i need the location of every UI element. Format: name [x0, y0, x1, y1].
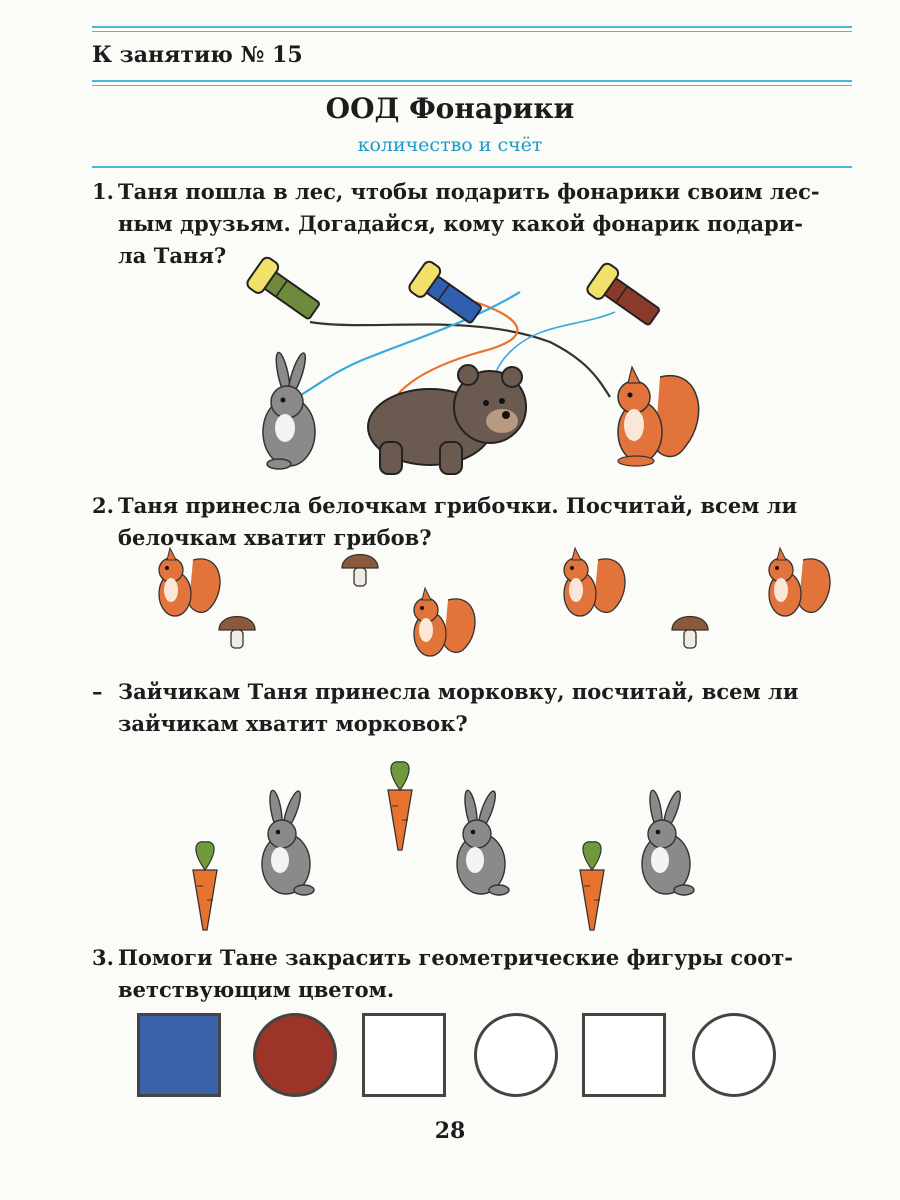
top-rule — [92, 26, 852, 28]
hare-icon — [263, 351, 315, 469]
task-3-line-2: ветствующим цветом. — [118, 977, 395, 1002]
task-2b-line-2: зайчикам хватит морковок? — [118, 711, 468, 736]
hare-icon — [262, 789, 314, 895]
task-2 — [92, 490, 862, 554]
lesson-label: К занятию № 15 — [92, 42, 303, 68]
bear-icon — [368, 365, 526, 474]
task-3-line-1: Помоги Тане закрасить геометрические фигуры соот- — [118, 945, 793, 970]
flashlight-blue-icon — [407, 259, 487, 330]
task-2-line-2: белочкам хватит грибов? — [118, 525, 432, 550]
task-1-line-2: ным друзьям. Догадайся, кому какой фонарик подари- — [118, 211, 804, 236]
task-2-line-1: Таня принесла белочкам грибочки. Посчитай, всем ли — [118, 493, 798, 518]
task-1-line-3: ла Таня? — [118, 243, 227, 268]
mushroom-icon — [342, 555, 378, 587]
flashlight-red-icon — [585, 261, 665, 332]
flashlight-illustration — [220, 262, 720, 487]
task-3 — [92, 942, 862, 1006]
lesson-rule-thin — [92, 85, 852, 86]
task-2b-dash: – — [92, 679, 103, 704]
filled-blue-square — [137, 1013, 221, 1097]
task-2-number: 2. — [92, 493, 114, 518]
task-1 — [92, 176, 862, 272]
mushroom-icon — [219, 617, 255, 649]
page-subtitle: количество и счёт — [357, 134, 543, 156]
title-rule — [92, 166, 852, 168]
squirrel-icon — [618, 367, 699, 466]
squirrels-mushrooms-illustration — [130, 550, 830, 670]
page-number: 28 — [434, 1118, 466, 1144]
task-2b — [92, 676, 862, 740]
task-3-number: 3. — [92, 945, 114, 970]
page-title: ООД Фонарики — [325, 92, 575, 125]
empty-circle[interactable] — [474, 1013, 558, 1097]
empty-circle[interactable] — [692, 1013, 776, 1097]
squirrel-icon — [159, 548, 220, 616]
hares-carrots-illustration — [170, 750, 730, 940]
task-1-number: 1. — [92, 179, 114, 204]
lesson-rule — [92, 80, 852, 82]
task-1-line-1: Таня пошла в лес, чтобы подарить фонарики своим лес- — [118, 179, 820, 204]
carrot-icon — [388, 762, 412, 850]
squirrel-icon — [414, 588, 475, 656]
empty-square[interactable] — [582, 1013, 666, 1097]
mushroom-icon — [672, 617, 708, 649]
squirrel-icon — [564, 548, 625, 616]
empty-square[interactable] — [362, 1013, 446, 1097]
filled-brown-circle — [253, 1013, 337, 1097]
carrot-icon — [193, 842, 217, 930]
top-rule-thin — [92, 31, 852, 32]
squirrel-icon — [769, 548, 830, 616]
flashlight-green-icon — [245, 255, 325, 326]
task-2b-line-1: Зайчикам Таня принесла морковку, посчитай, всем ли — [118, 679, 799, 704]
hare-icon — [457, 789, 509, 895]
carrot-icon — [580, 842, 604, 930]
hare-icon — [642, 789, 694, 895]
